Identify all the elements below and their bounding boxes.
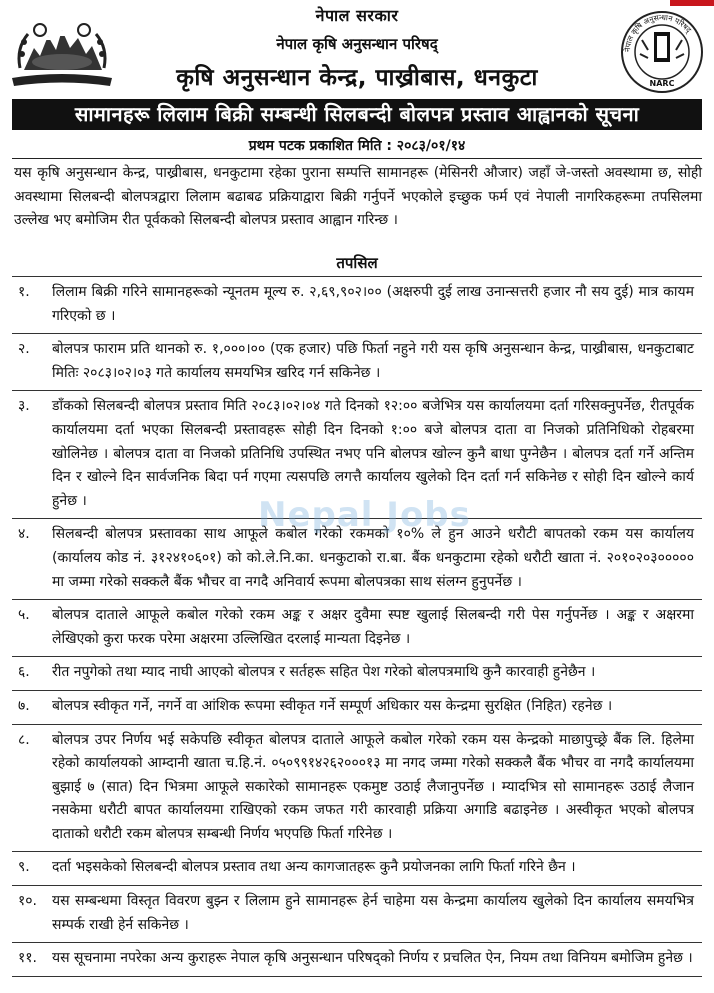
- term-item: [12, 885, 702, 942]
- term-text: बोलपत्र दाताले आफूले कबोल गरेको रकम अङ्क र अक्षर दुवैमा स्पष्ट खुलाई सिलबन्दी गरी पेस गर्नुपर्नेछ । अङ्क र अक्षरमा लेखिएको कुरा फरक परेमा अक्षरमा उल्लिखित दरलाई मान्यता दिइनेछ ।: [52, 607, 694, 647]
- government-title: नेपाल सरकार: [315, 6, 399, 25]
- term-item: [12, 599, 702, 656]
- center-title: कृषि अनुसन्धान केन्द्र, पाख्रीबास, धनकुटा: [176, 65, 538, 91]
- publication-date: प्रथम पटक प्रकाशित मिति : २०८३/०१/१४: [248, 138, 466, 154]
- term-text: यस सम्बन्धमा विस्तृत विवरण बुझ्न र लिलाम हुने सामानहरू हेर्न चाहेमा यस केन्द्रमा कार्यालय खुलेको दिन कार्यालय समयभित्र सम्पर्क राखी हेर्न सकिनेछ ।: [52, 893, 694, 933]
- details-heading: तपसिल: [336, 254, 378, 272]
- term-number: ९.: [18, 859, 30, 876]
- council-title: नेपाल कृषि अनुसन्धान परिषद्: [276, 35, 438, 53]
- term-number: १.: [18, 284, 30, 300]
- term-text: रीत नपुगेको तथा म्याद नाघी आएको बोलपत्र र सर्तहरू सहित पेश गरेको बोलपत्रमाथि कुनै कारवाही हुनेछैन ।: [52, 664, 596, 681]
- term-number: ५.: [18, 607, 30, 624]
- term-text: सिलबन्दी बोलपत्र प्रस्तावका साथ आफूले कबोल गरेको रकमको १०% ले हुन आउने धरौटी बापतको रकम यस कार्यालय (कार्यालय कोड नं. ३१२४१०६०१) को को.ले.नि.का. धनकुटाको रा.बा. बैंक धनकुटामा रहेको धरौटी खाता नं. २०१०२०३००००० मा जम्मा गरेको सक्कलै बैंक भौचर वा नगदै अनिवार्य रूपमा बोलपत्रका साथ संलग्न हुनुपर्नेछ ।: [52, 526, 694, 590]
- term-item: [12, 851, 702, 885]
- intro-paragraph: यस कृषि अनुसन्धान केन्द्र, पाख्रीबास, धनकुटामा रहेका पुराना सम्पत्ति सामानहरू (मेसिनरी औजार) जहाँ जे-जस्तो अवस्थामा छ, सोही अवस्थामा सिलबन्दी बोलपत्रद्वारा लिलाम बढाबढ प्रक्रियाद्वारा बिक्री गर्नुपर्ने भएकोले इच्छुक फर्म एवं नेपाली नागरिकहरूमा तपसिलमा उल्लेख भए बमोजिम रीत पूर्वकको सिलबन्दी बोलपत्र प्रस्ताव आह्वान गरिन्छ ।: [14, 165, 702, 228]
- term-text: यस सूचनामा नपरेका अन्य कुराहरू नेपाल कृषि अनुसन्धान परिषद्को निर्णय र प्रचलित ऐन, नियम तथा विनियम बमोजिम हुनेछ ।: [52, 950, 693, 967]
- term-item: [12, 276, 702, 333]
- terms-list: [12, 276, 702, 977]
- term-number: ३.: [18, 398, 30, 415]
- narc-logo-icon: [620, 10, 704, 94]
- term-text: डाँकको सिलबन्दी बोलपत्र प्रस्ताव मिति २०८३।०२।०४ गते दिनको १२:०० बजेभित्र यस कार्यालयमा दर्ता गरिसक्नुपर्नेछ, रीतपूर्वक कार्यालयमा दर्ता भएका सिलबन्दी प्रस्तावहरू सोही दिन दिनको १:०० बजे बोलपत्र दाता वा निजको प्रतिनिधिको रोहबरमा खोलिनेछ । बोलपत्र दाता वा निजको प्रतिनिधि उपस्थित नभए पनि बोलपत्र खोल्न कुनै बाधा पुग्नेछैन । बोलपत्र दर्ता गर्ने अन्तिम दिन र खोल्ने दिन सार्वजनिक बिदा पर्न गएमा त्यसपछि लगत्तै कार्यालय खुलेको दिन दर्ता गर्न सकिनेछ र सोही दिन खोल्ने कार्य हुनेछ ।: [52, 398, 694, 509]
- term-text: दर्ता भइसकेको सिलबन्दी बोलपत्र प्रस्ताव तथा अन्य कागजातहरू कुनै प्रयोजनका लागि फिर्ता गरिने छैन ।: [52, 859, 576, 876]
- term-number: ७.: [18, 697, 30, 714]
- narc-logo-text: नेपाल कृषि अनुसन्धान परिषद्: [622, 12, 694, 53]
- term-item: [12, 942, 702, 977]
- narc-abbr: NARC: [649, 79, 675, 88]
- notice-title-banner: सामानहरू लिलाम बिक्री सम्बन्धी सिलबन्दी बोलपत्र प्रस्ताव आह्वानको सूचना: [12, 99, 702, 130]
- letterhead: [10, 4, 704, 96]
- term-item: [12, 656, 702, 690]
- term-number: १०.: [18, 893, 38, 910]
- term-number: २.: [18, 341, 30, 358]
- term-text: बोलपत्र स्वीकृत गर्ने, नगर्ने वा आंशिक रूपमा स्वीकृत गर्ने सम्पूर्ण अधिकार यस केन्द्रमा सुरक्षित (निहित) रहनेछ ।: [52, 697, 613, 714]
- term-item: [12, 724, 702, 852]
- watermark: Nepal Jobs: [258, 495, 471, 535]
- term-number: ११.: [18, 950, 38, 967]
- term-text: बोलपत्र फाराम प्रति थानको रु. १,०००।०० (एक हजार) पछि फिर्ता नहुने गरी यस कृषि अनुसन्धान केन्द्र, पाख्रीबास, धनकुटाबाट मितिः २०८३।०२।०३ गते कार्यालय समयभित्र खरिद गर्न सकिनेछ ।: [52, 341, 694, 381]
- term-item: [12, 690, 702, 724]
- term-text: बोलपत्र उपर निर्णय भई सकेपछि स्वीकृत बोलपत्र दाताले आफूले कबोल गरेको रकम यस केन्द्रको माछापुच्छ्रे बैंक लि. हिलेमा रहेको कार्यालयको आम्दानी खाता च.हि.नं. ०५०९९१४२६२०००१३ मा नगद जम्मा गरेको सक्कलै बैंक भौचर वा नगदै कार्यालयमा बुझाई ७ (सात) दिन भित्रमा आफूले सकारेको सामानहरू एकमुष्ट उठाई लैजानुपर्नेछ । म्यादभित्र सो सामानहरू उठाई लैजान नसकेमा धरौटी बापत कार्यालयमा राखिएको रकम जफत गरी कारवाही प्रक्रिया अगाडि बढाइनेछ । अस्वीकृत भएको बोलपत्र दाताको धरौटी रकम बोलपत्र सम्बन्धी निर्णय भएपछि फिर्ता गरिनेछ ।: [52, 731, 694, 842]
- term-item: [12, 333, 702, 390]
- term-number: ८.: [18, 731, 30, 748]
- divider: [12, 158, 702, 159]
- term-number: ६.: [18, 664, 30, 681]
- term-number: ४.: [18, 526, 30, 543]
- term-text: लिलाम बिक्री गरिने सामानहरूको न्यूनतम मूल्य रु. २,६९,९०२।०० (अक्षरुपी दुई लाख उनान्सत्तरी हजार नौ सय दुई) मात्र कायम गरिएको छ ।: [52, 284, 694, 324]
